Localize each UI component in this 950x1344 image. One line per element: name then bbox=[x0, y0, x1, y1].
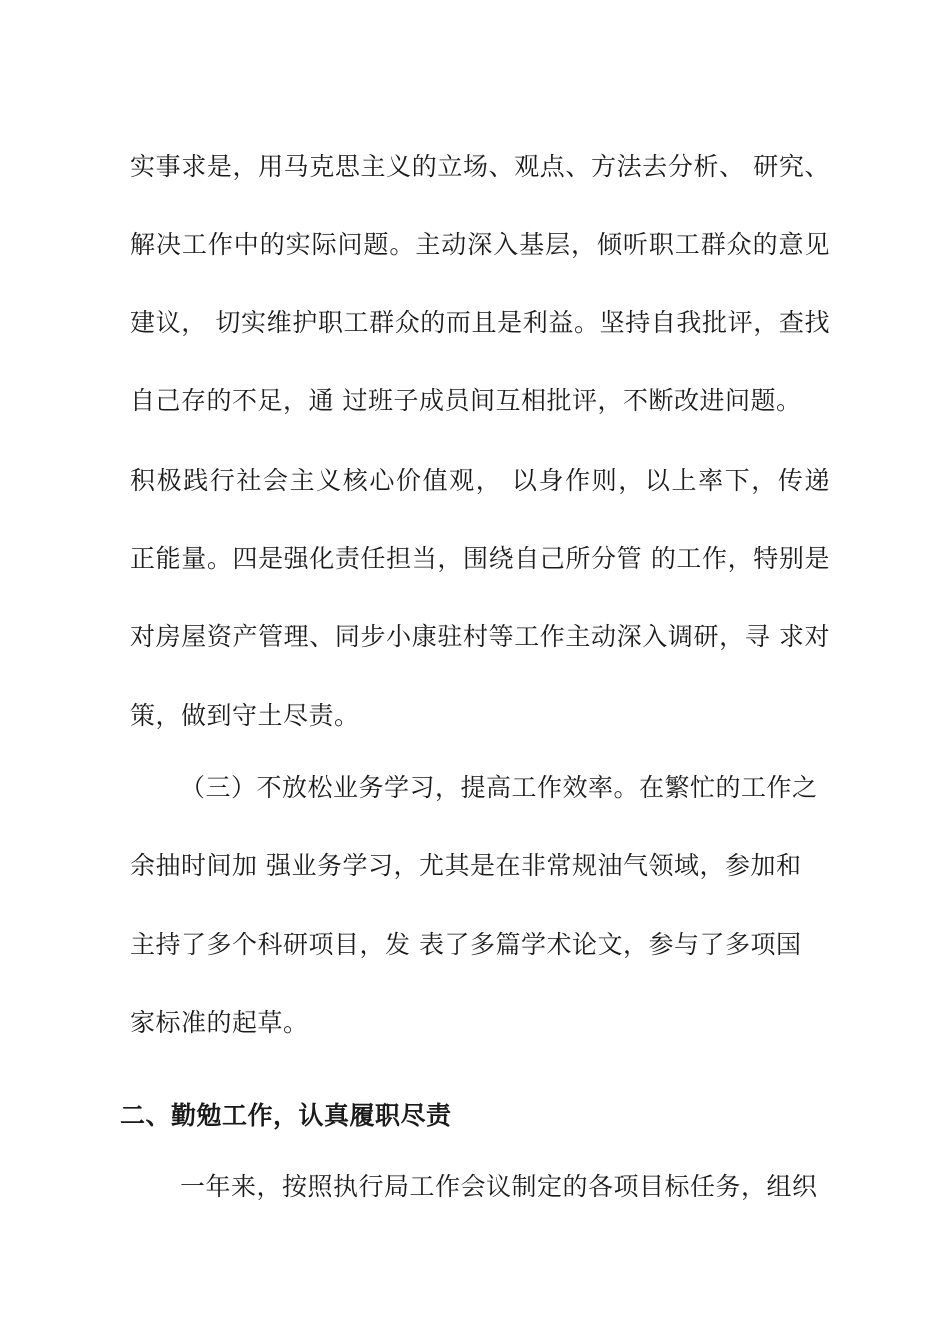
body-text-line: 余抽时间加 强业务学习，尤其是在非常规油气领域，参加和 bbox=[130, 851, 802, 880]
paragraph-first-line: （三）不放松业务学习，提高工作效率。在繁忙的工作之 bbox=[180, 773, 818, 802]
body-text-line: 解决工作中的实际问题。主动深入基层，倾听职工群众的意见 bbox=[130, 230, 830, 259]
body-text-line: 对房屋资产管理、同步小康驻村等工作主动深入调研，寻 求对 bbox=[130, 622, 830, 651]
body-text-line: 自己存的不足，通 过班子成员间互相批评，不断改进问题。 bbox=[130, 386, 802, 415]
body-text-line: 策，做到守土尽责。 bbox=[130, 701, 360, 730]
body-text-line: 家标准的起草。 bbox=[130, 1008, 309, 1037]
body-text-line: 建议， 切实维护职工群众的而且是利益。坚持自我批评，查找 bbox=[130, 308, 830, 337]
paragraph-first-line: 一年来，按照执行局工作会议制定的各项目标任务，组织 bbox=[180, 1172, 818, 1201]
body-text-line: 实事求是，用马克思主义的立场、观点、方法去分析、 研究、 bbox=[130, 152, 830, 181]
body-text-line: 正能量。四是强化责任担当，围绕自己所分管 的工作，特别是 bbox=[130, 544, 830, 573]
body-text-line: 积极践行社会主义核心价值观， 以身作则，以上率下，传递 bbox=[130, 466, 830, 495]
body-text-line: 主持了多个科研项目，发 表了多篇学术论文，参与了多项国 bbox=[130, 930, 802, 959]
section-heading: 二、勤勉工作，认真履职尽责 bbox=[120, 1101, 452, 1130]
